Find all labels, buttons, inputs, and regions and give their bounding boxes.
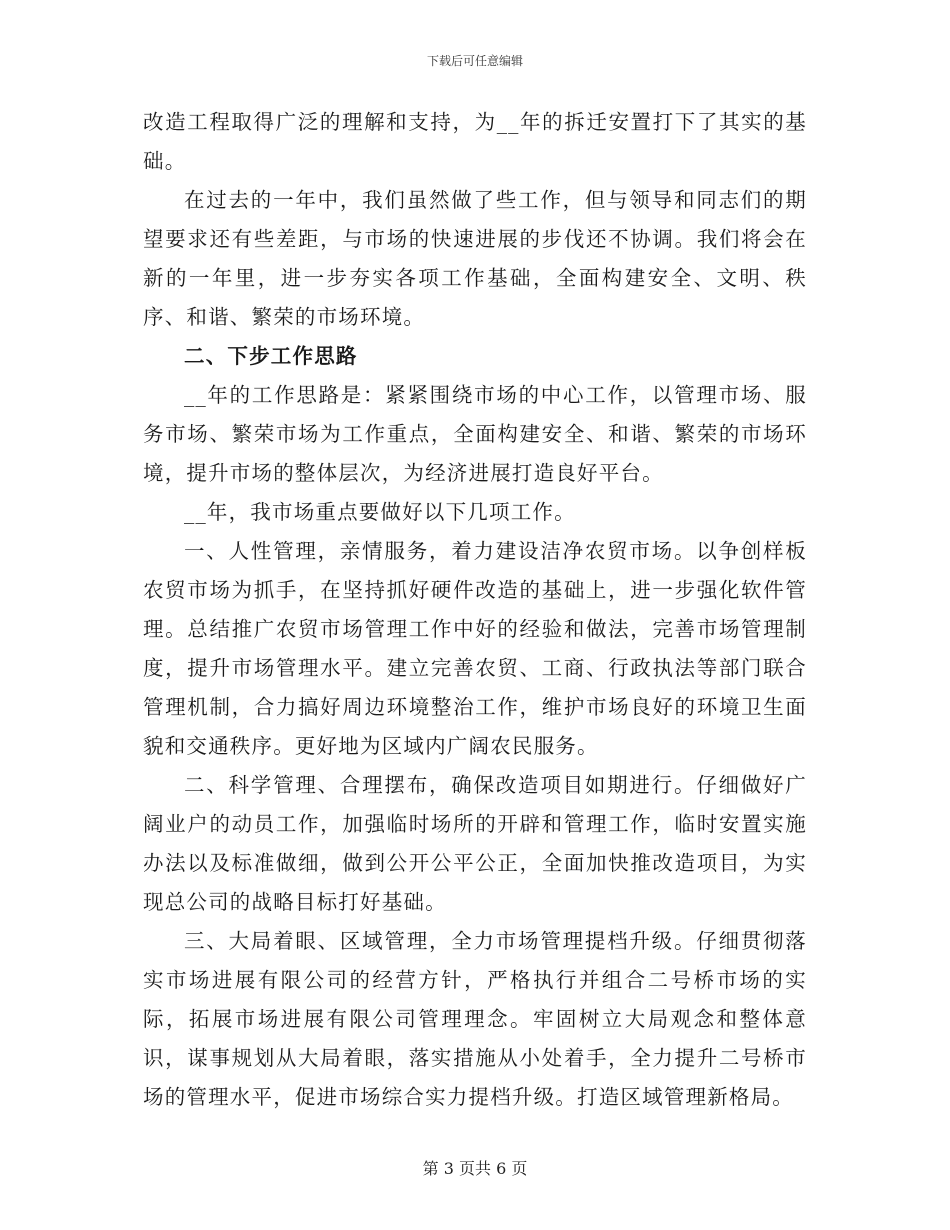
- paragraph-7: 三、大局着眼、区域管理，全力市场管理提档升级。仔细贯彻落实市场进展有限公司的经营方针，严格执行并组合二号桥市场的实际，拓展市场进展有限公司管理理念。牢固树立大局观念和整体意识，谋事规划从大局着眼，落实措施从小处着手，全力提升二号桥市场的管理水平，促进市场综合实力提档升级。打造区域管理新格局。: [143, 929, 807, 1109]
- document-body: [143, 103, 807, 1117]
- paragraph-3: __年的工作思路是：紧紧围绕市场的中心工作，以管理市场、服务市场、繁荣市场为工作重点，全面构建安全、和谐、繁荣的市场环境，提升市场的整体层次，为经济进展打造良好平台。: [143, 383, 807, 485]
- paragraph-1: 改造工程取得广泛的理解和支持，为__年的拆迁安置打下了其实的基础。: [143, 110, 807, 173]
- paragraph-4: __年，我市场重点要做好以下几项工作。: [184, 500, 576, 524]
- paragraph-6: 二、科学管理、合理摆布，确保改造项目如期进行。仔细做好广阔业户的动员工作，加强临时场所的开辟和管理工作，临时安置实施办法以及标准做细，做到公开公平公正，全面加快推改造项目，为实现总公司的战略目标打好基础。: [143, 773, 807, 914]
- paragraph-5: 一、人性管理，亲情服务，着力建设洁净农贸市场。以争创样板农贸市场为抓手，在坚持抓好硬件改造的基础上，进一步强化软件管理。总结推广农贸市场管理工作中好的经验和做法，完善市场管理制度，提升市场管理水平。建立完善农贸、工商、行政执法等部门联合管理机制，合力搞好周边环境整治工作，维护市场良好的环境卫生面貌和交通秩序。更好地为区域内广阔农民服务。: [143, 539, 807, 758]
- page-number: 第 3 页共 6 页: [422, 1159, 528, 1178]
- section-heading: 二、下步工作思路: [184, 344, 358, 368]
- page-header-note: 下载后可任意编辑: [426, 54, 523, 68]
- paragraph-2: 在过去的一年中，我们虽然做了些工作，但与领导和同志们的期望要求还有些差距，与市场的快速进展的步伐还不协调。我们将会在新的一年里，进一步夯实各项工作基础，全面构建安全、文明、秩序、和谐、繁荣的市场环境。: [143, 188, 807, 329]
